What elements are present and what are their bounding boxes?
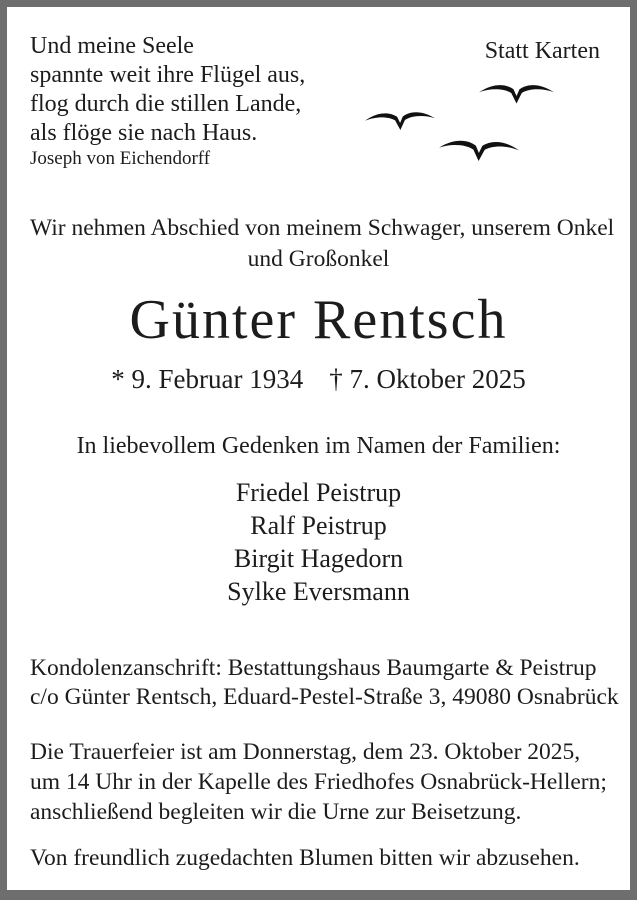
condolence-line: Kondolenzanschrift: Bestattungshaus Baumgarte & Peistrup (30, 655, 597, 681)
remembrance-intro: In liebevollem Gedenken im Namen der Familien: (76, 433, 561, 459)
poem-line: als flöge sie nach Haus. (30, 120, 258, 146)
condolence-line: c/o Günter Rentsch, Eduard-Pestel-Straße 3, 49080 Osnabrück (30, 684, 619, 710)
poem-line: Und meine Seele (30, 33, 194, 59)
family-member-name: Birgit Hagedorn (233, 544, 404, 573)
service-line: anschließend begleiten wir die Urne zur Beisetzung. (30, 799, 522, 825)
notice-content (7, 7, 630, 873)
birth-date: * 9. Februar 1934 (111, 364, 304, 394)
family-member-name: Sylke Eversmann (227, 577, 410, 606)
family-names-list (30, 476, 607, 608)
announcement-intro (30, 213, 615, 275)
deceased-name: Günter Rentsch (129, 289, 508, 351)
announcement-intro-line: und Großonkel (247, 246, 390, 272)
family-member-name: Ralf Peistrup (250, 511, 387, 540)
announcement-intro-line: Wir nehmen Abschied von meinem Schwager, unserem Onkel (30, 215, 615, 241)
poem-attribution: Joseph von Eichendorff (30, 148, 211, 169)
poem-line: flog durch die stillen Lande, (30, 91, 302, 117)
condolence-address (30, 654, 619, 712)
death-date: † 7. Oktober 2025 (329, 364, 526, 394)
service-line: Die Trauerfeier ist am Donnerstag, dem 23. Oktober 2025, (30, 739, 581, 765)
flowers-note: Von freundlich zugedachten Blumen bitten wir abzusehen. (30, 845, 580, 871)
service-line: um 14 Uhr in der Kapelle des Friedhofes Osnabrück-Hellern; (30, 769, 607, 795)
poem-line: spannte weit ihre Flügel aus, (30, 62, 306, 88)
funeral-service-info (30, 737, 607, 827)
statt-karten-label: Statt Karten (484, 38, 600, 64)
life-dates (30, 363, 607, 396)
poem-quote (30, 32, 607, 170)
family-member-name: Friedel Peistrup (235, 478, 402, 507)
